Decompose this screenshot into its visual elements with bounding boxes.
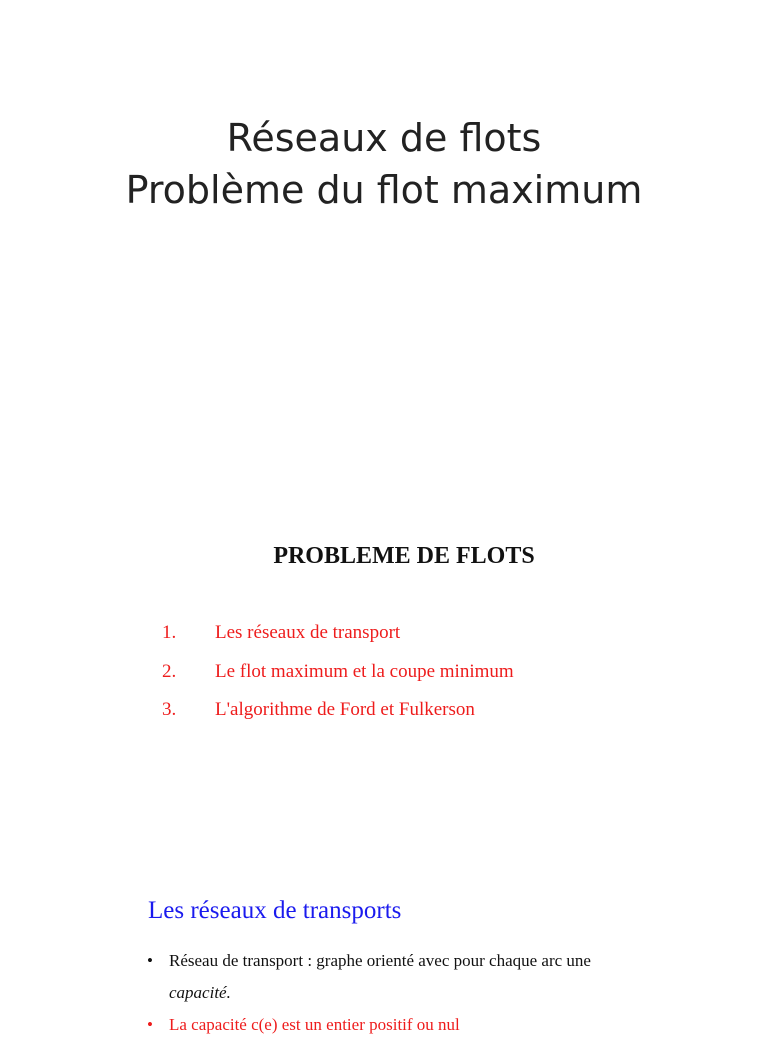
toc-item-text: Les réseaux de transport [215, 622, 401, 643]
bullet-text: La capacité c(e) est un entier positif ou nul [169, 1015, 460, 1034]
bullet-continuation: capacité. [169, 983, 231, 1002]
title-slide [0, 0, 768, 410]
bullet-marker: • [147, 1015, 153, 1034]
section-title: Les réseaux de transports [148, 897, 402, 924]
toc-item-number: 2. [162, 660, 177, 682]
slide-title-line-1: Réseaux de flots [226, 116, 542, 160]
toc-item-text: Le flot maximum et la coupe minimum [215, 660, 514, 682]
toc-title: PROBLEME DE FLOTS [273, 543, 535, 569]
toc-slide [0, 410, 768, 840]
bullet-item-2 [0, 1015, 460, 1047]
toc-item-text: L'algorithme de Ford et Fulkerson [215, 699, 475, 720]
transport-slide [0, 840, 768, 1034]
slide-title-line-2: Problème du flot maximum [125, 168, 643, 212]
bullet-marker: • [147, 951, 153, 970]
toc-item-number: 1. [162, 622, 177, 643]
bullet-text: Réseau de transport : graphe orienté avec pour chaque arc une [169, 951, 591, 970]
bullet-item-1 [0, 951, 591, 1015]
bullet-list [0, 951, 591, 1047]
toc-item-number: 3. [162, 699, 177, 720]
